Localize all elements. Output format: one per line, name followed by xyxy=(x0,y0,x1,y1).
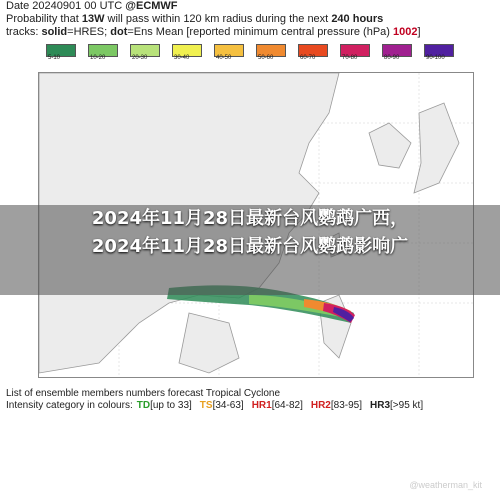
forecast-hours: 240 hours xyxy=(331,13,384,25)
ensemble-list xyxy=(6,388,496,412)
header-text: tracks: xyxy=(6,26,39,38)
intensity-range: [83-95] xyxy=(330,400,363,411)
header-text: dot xyxy=(110,26,128,38)
intensity-code: HR2 xyxy=(310,400,331,411)
intensity-range: [up to 33] xyxy=(150,400,192,411)
header-line-1 xyxy=(6,0,496,13)
header-text: will pass within 120 km radius during the next xyxy=(107,13,329,25)
intensity-label: Intensity category in colours: xyxy=(6,400,133,411)
legend-label: 80-90 xyxy=(384,55,400,61)
legend-label: 50-60 xyxy=(258,55,274,61)
chart-header xyxy=(6,0,496,39)
title-banner xyxy=(0,205,500,295)
pressure-value: 1002 xyxy=(393,26,418,38)
legend-label: 10-20 xyxy=(90,55,106,61)
legend-label: 60-70 xyxy=(300,55,316,61)
intensity-code: TS xyxy=(199,400,213,411)
intensity-category xyxy=(252,400,307,411)
legend-label: 30-40 xyxy=(174,55,190,61)
legend-label: 5-10 xyxy=(48,55,61,61)
header-date: Date 20240901 00 UTC xyxy=(6,0,123,12)
storm-id: 13W xyxy=(81,13,105,25)
header-model: @ECMWF xyxy=(125,0,178,12)
header-line-2 xyxy=(6,13,496,26)
intensity-code: HR3 xyxy=(370,400,391,411)
header-text: ] xyxy=(417,26,421,38)
legend-label: 40-50 xyxy=(216,55,232,61)
legend-label: 70-80 xyxy=(342,55,358,61)
probability-legend xyxy=(38,44,468,64)
header-text: =Ens Mean [reported minimum central pressure (hPa) xyxy=(127,26,390,38)
banner-line-2: 2024年11月28日最新台风鹦鹉影响广 xyxy=(91,236,409,257)
watermark: @weatherman_kit xyxy=(409,480,482,490)
intensity-code: TD xyxy=(136,400,151,411)
intensity-range: [>95 kt] xyxy=(390,400,424,411)
intensity-category xyxy=(311,400,366,411)
header-text: Probability that xyxy=(6,13,79,25)
intensity-code: HR1 xyxy=(251,400,272,411)
ensemble-list-title: List of ensemble members numbers forecast Tropical Cyclone xyxy=(6,388,281,399)
intensity-category xyxy=(137,400,196,411)
intensity-range: [64-82] xyxy=(271,400,303,411)
intensity-category xyxy=(370,400,427,411)
banner-line-1: 2024年11月28日最新台风鹦鹉广西， xyxy=(91,208,409,229)
legend-label: 90-100 xyxy=(426,55,445,61)
intensity-categories xyxy=(6,400,496,412)
intensity-range: [34-63] xyxy=(212,400,244,411)
header-line-3 xyxy=(6,26,496,39)
intensity-category xyxy=(200,400,248,411)
header-text: =HRES; xyxy=(67,26,108,38)
legend-label: 20-30 xyxy=(132,55,148,61)
header-text: solid xyxy=(41,26,68,38)
